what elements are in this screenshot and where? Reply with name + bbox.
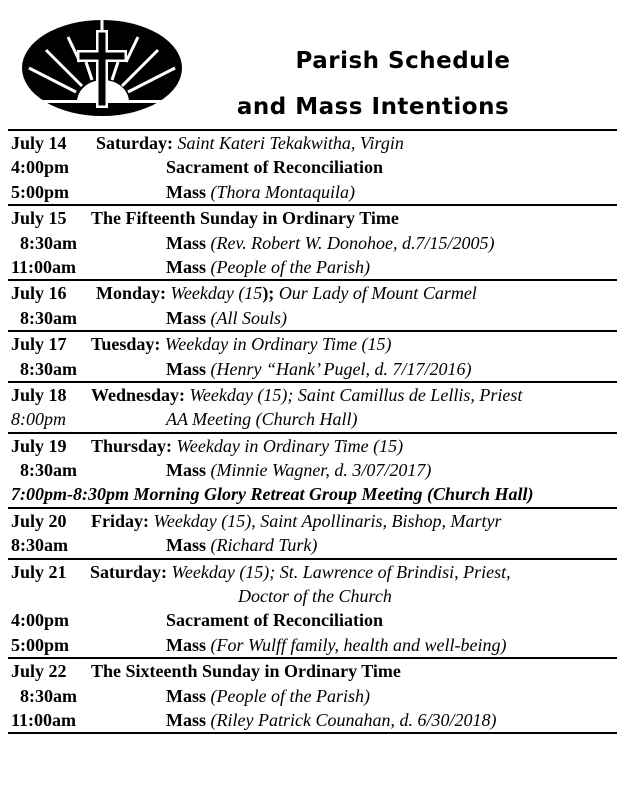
day-name: Wednesday: xyxy=(91,384,186,405)
event-label: Mass xyxy=(166,232,206,253)
day-block xyxy=(8,432,617,507)
event-row xyxy=(8,255,617,279)
event-row xyxy=(8,407,617,431)
event-label: Sacrament of Reconciliation xyxy=(166,610,383,631)
event-time: 8:30am xyxy=(11,460,77,481)
day-header xyxy=(8,383,617,407)
event-desc xyxy=(166,708,496,732)
day-header xyxy=(8,206,617,230)
cross-sunrise-logo xyxy=(20,16,188,122)
day-header-text xyxy=(91,434,403,458)
day-observance-sep: ); xyxy=(262,283,275,304)
event-row xyxy=(8,458,617,482)
event-label: Mass xyxy=(166,256,206,277)
event-label: Mass xyxy=(166,460,206,481)
event-time: 8:30am xyxy=(11,232,77,253)
day-header xyxy=(8,659,617,683)
day-header xyxy=(8,281,617,305)
event-label: Mass xyxy=(166,685,206,706)
event-time: 5:00pm xyxy=(11,181,69,202)
event-label: Mass xyxy=(166,535,206,556)
event-label: AA Meeting (Church Hall) xyxy=(166,409,358,430)
day-observance: Weekday in Ordinary Time (15) xyxy=(176,435,404,456)
day-date: July 19 xyxy=(11,435,67,456)
day-header xyxy=(8,509,617,533)
day-name: Thursday: xyxy=(91,435,173,456)
event-row xyxy=(8,357,617,381)
event-row xyxy=(8,633,617,657)
day-header xyxy=(8,131,617,155)
event-intention: (Henry “Hank’ Pugel, d. 7/17/2016) xyxy=(210,358,472,379)
day-name: The Fifteenth Sunday in Ordinary Time xyxy=(91,208,399,229)
day-name: Friday: xyxy=(91,510,149,531)
day-header-text xyxy=(96,281,477,305)
event-desc xyxy=(166,684,370,708)
event-row xyxy=(8,180,617,204)
event-intention: (Richard Turk) xyxy=(210,535,318,556)
event-intention: (All Souls) xyxy=(210,307,287,328)
day-block xyxy=(8,204,617,279)
page-title-line2: and Mass Intentions xyxy=(236,94,510,120)
event-row xyxy=(8,306,617,330)
event-intention: (People of the Parish) xyxy=(210,256,370,277)
event-desc xyxy=(166,633,506,657)
day-observance: Weekday (15); St. Lawrence of Brindisi, Priest, xyxy=(171,561,511,582)
day-date: July 22 xyxy=(11,661,67,682)
day-name: Saturday: xyxy=(96,133,174,153)
event-intention: (Thora Montaquila) xyxy=(210,181,356,202)
event-intention: (Riley Patrick Counahan, d. 6/30/2018) xyxy=(210,709,497,730)
event-desc xyxy=(166,231,494,255)
special-event-row xyxy=(8,482,617,506)
day-observance: Weekday (15); Saint Camillus de Lellis, Priest xyxy=(189,384,523,405)
event-desc xyxy=(166,533,317,557)
day-name: Monday: xyxy=(96,283,167,304)
day-date: July 21 xyxy=(11,561,67,582)
event-intention: (For Wulff family, health and well-being) xyxy=(210,634,507,655)
day-block xyxy=(8,507,617,558)
event-label: Mass xyxy=(166,181,206,202)
page-title-line1: Parish Schedule xyxy=(295,48,511,74)
day-header-text xyxy=(91,509,501,533)
day-date: July 14 xyxy=(11,133,67,153)
event-desc xyxy=(166,458,431,482)
event-label: Sacrament of Reconciliation xyxy=(166,157,383,178)
day-block xyxy=(8,558,617,658)
day-name: The Sixteenth Sunday in Ordinary Time xyxy=(91,661,401,682)
day-observance-continued: Doctor of the Church xyxy=(238,586,392,607)
day-date: July 16 xyxy=(11,283,67,304)
day-observance: Weekday (15 xyxy=(170,283,263,304)
event-row xyxy=(8,533,617,557)
day-header-continued xyxy=(8,584,617,608)
day-header xyxy=(8,434,617,458)
day-date: July 20 xyxy=(11,510,67,531)
event-time: 8:30am xyxy=(11,535,68,556)
day-date: July 17 xyxy=(11,334,67,355)
day-block xyxy=(8,129,617,204)
day-header xyxy=(8,332,617,356)
day-name: Saturday: xyxy=(90,561,168,582)
event-time: 8:30am xyxy=(11,358,77,379)
day-block xyxy=(8,330,617,381)
event-label: Mass xyxy=(166,307,206,328)
schedule-list xyxy=(8,129,617,734)
day-block xyxy=(8,657,617,734)
event-time: 4:00pm xyxy=(11,157,69,178)
day-observance: Saint Kateri Tekakwitha, Virgin xyxy=(177,133,404,153)
event-row xyxy=(8,155,617,179)
event-time: 4:00pm xyxy=(11,610,69,631)
event-label: Mass xyxy=(166,709,206,730)
event-time: 8:30am xyxy=(11,685,77,706)
event-label: Mass xyxy=(166,634,206,655)
event-time: 5:00pm xyxy=(11,634,69,655)
day-observance: Weekday (15), Saint Apollinaris, Bishop, Martyr xyxy=(153,510,502,531)
day-observance: Our Lady of Mount Carmel xyxy=(278,283,477,304)
day-date: July 18 xyxy=(11,384,67,405)
event-desc xyxy=(166,357,471,381)
event-row xyxy=(8,708,617,732)
day-header xyxy=(8,560,617,584)
day-name: Tuesday: xyxy=(91,334,161,355)
event-row xyxy=(8,684,617,708)
event-time: 8:30am xyxy=(11,307,77,328)
event-row xyxy=(8,231,617,255)
day-block xyxy=(8,279,617,330)
event-desc xyxy=(166,306,287,330)
event-time: 11:00am xyxy=(11,256,76,277)
event-desc xyxy=(166,255,370,279)
day-observance: Weekday in Ordinary Time (15) xyxy=(164,334,392,355)
special-event: 7:00pm-8:30pm Morning Glory Retreat Group Meeting (Church Hall) xyxy=(11,484,534,505)
day-header-text xyxy=(91,383,522,407)
event-desc xyxy=(166,180,355,204)
event-time: 11:00am xyxy=(11,709,76,730)
day-block xyxy=(8,381,617,432)
event-label: Mass xyxy=(166,358,206,379)
event-time: 8:00pm xyxy=(11,409,66,430)
day-header-text xyxy=(91,332,392,356)
event-intention: (Rev. Robert W. Donohoe, d.7/15/2005) xyxy=(210,232,495,253)
event-intention: (Minnie Wagner, d. 3/07/2017) xyxy=(210,460,432,481)
event-intention: (People of the Parish) xyxy=(210,685,370,706)
day-header-text xyxy=(90,560,511,584)
day-date: July 15 xyxy=(11,208,67,229)
event-row xyxy=(8,608,617,632)
day-header-text xyxy=(96,131,404,155)
